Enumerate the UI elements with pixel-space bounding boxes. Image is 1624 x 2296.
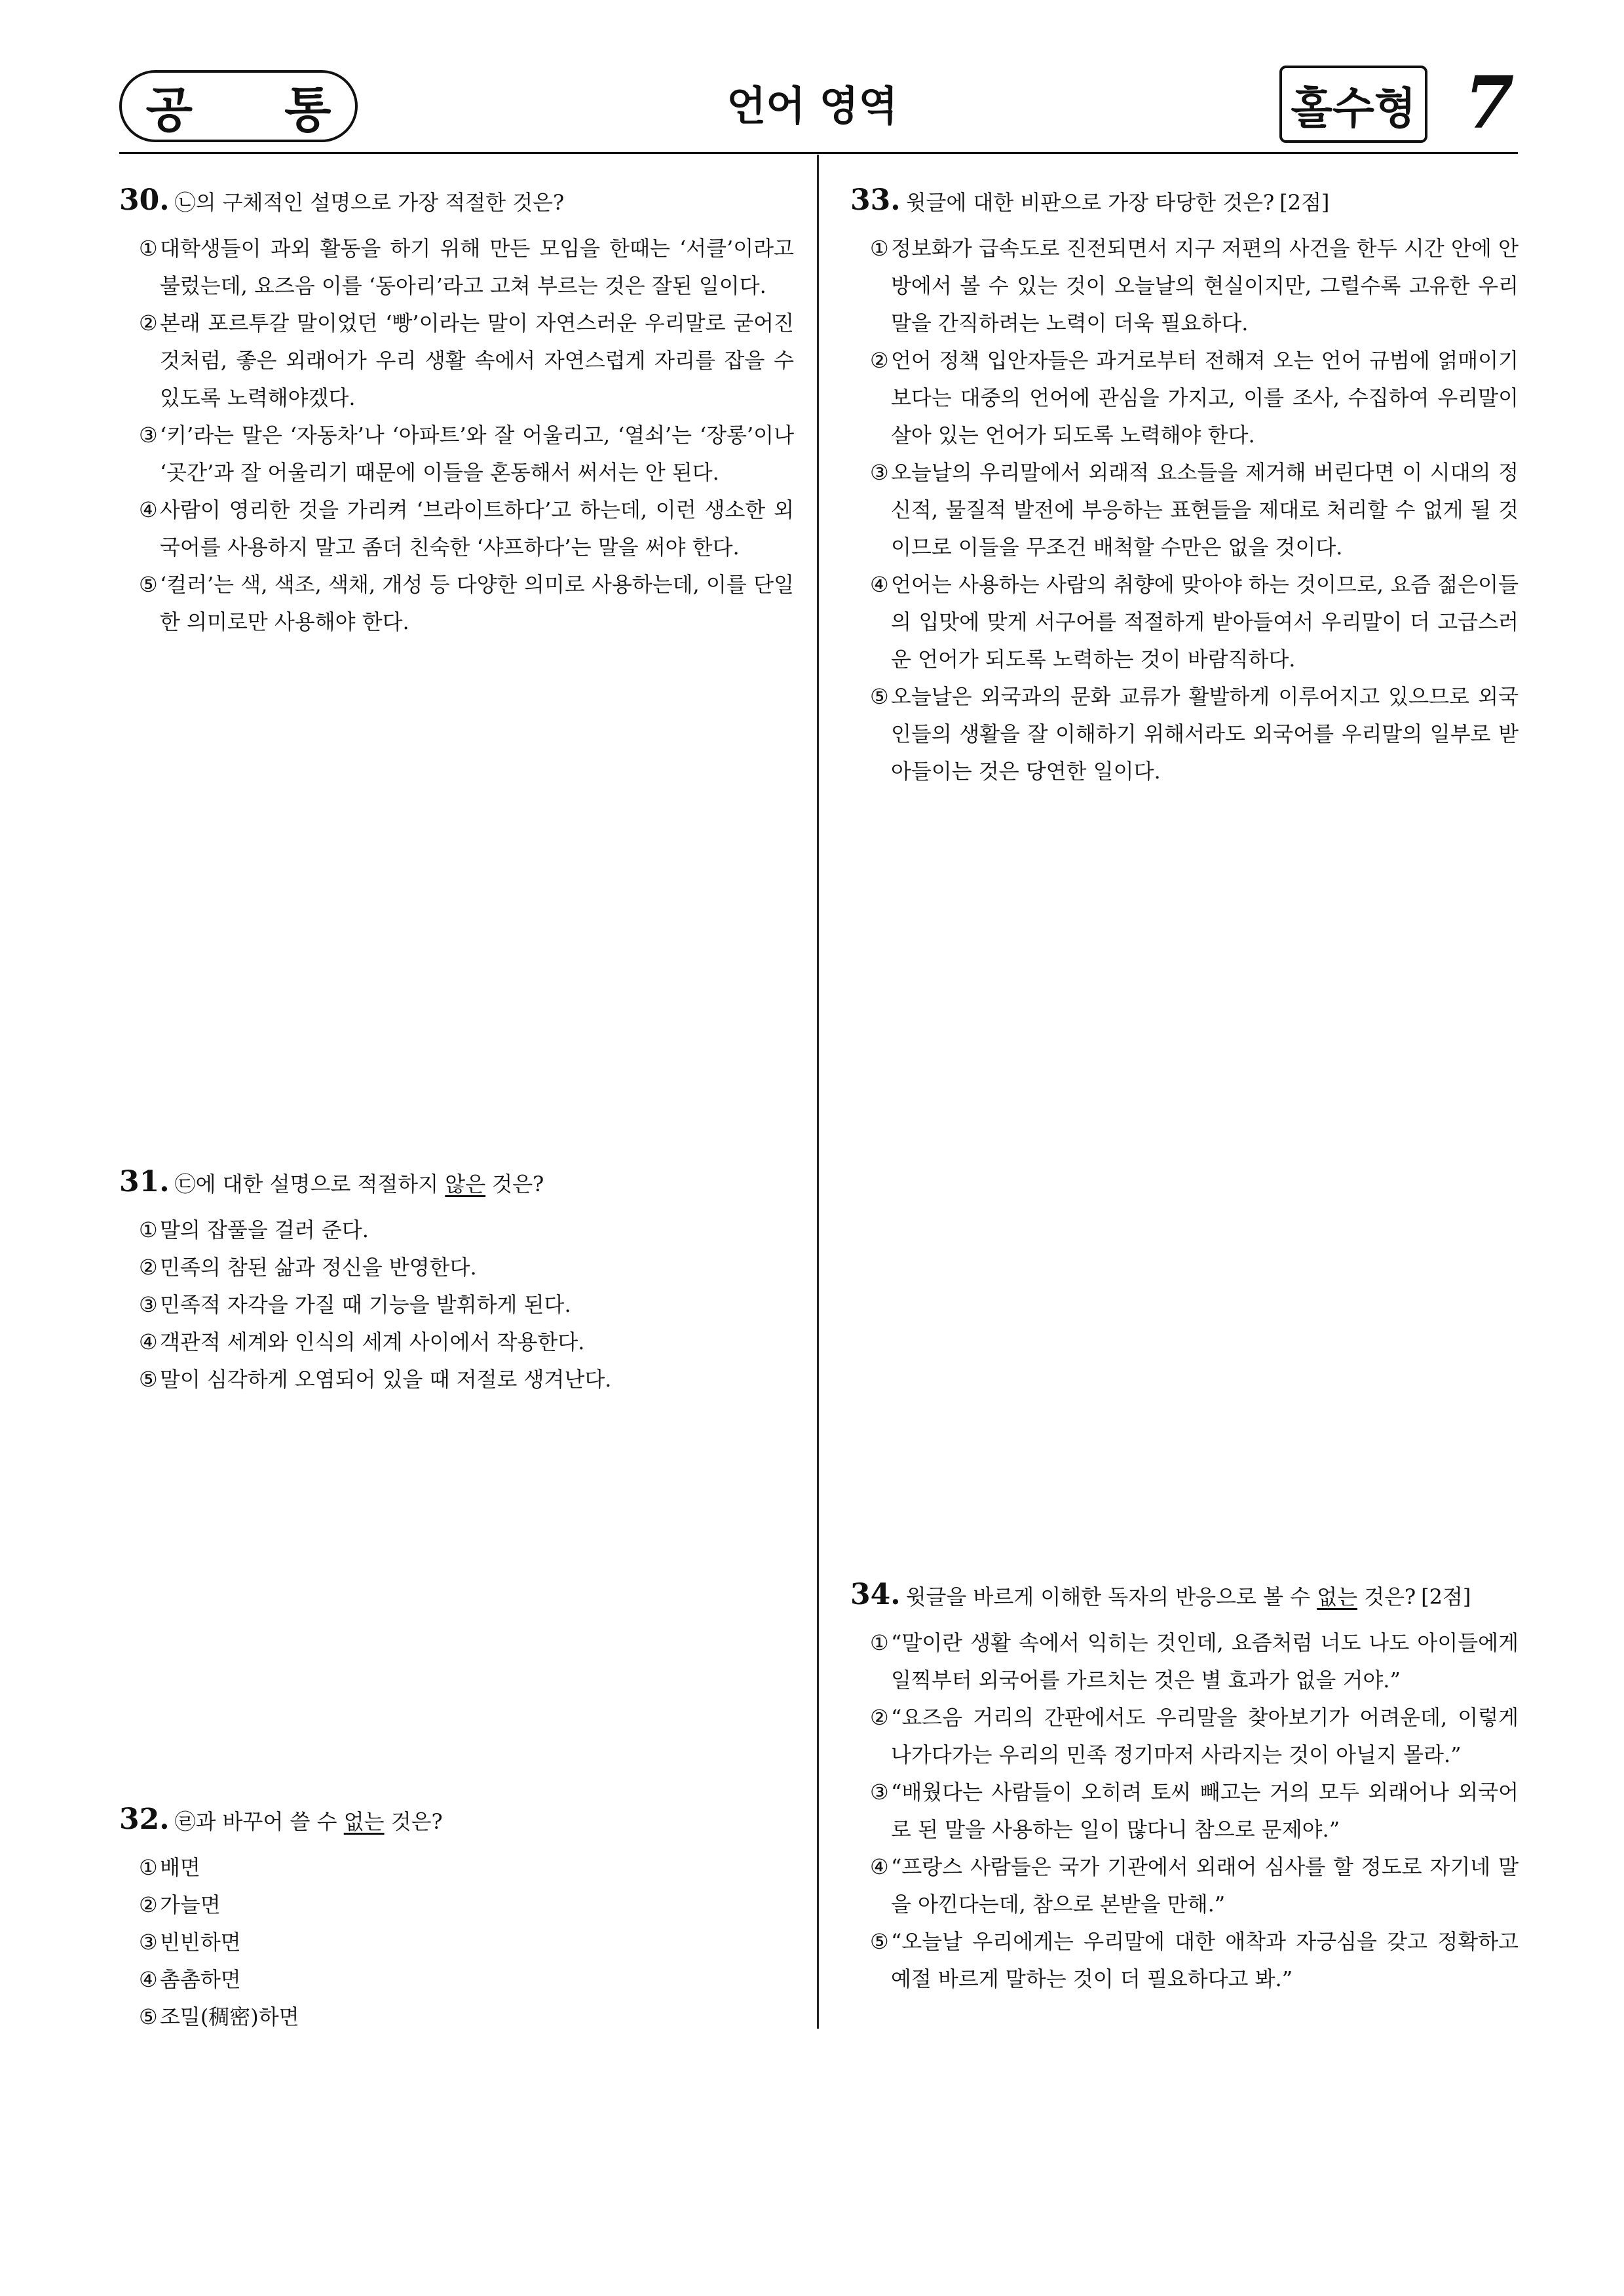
- question-number: 33.: [850, 183, 901, 217]
- option-mark: ③: [870, 1780, 889, 1805]
- header-divider: [119, 152, 1518, 154]
- option-3[interactable]: [119, 417, 794, 491]
- page-title: 언어 영역: [727, 82, 898, 130]
- question-32-head: [119, 1804, 794, 1837]
- option-mark: ④: [870, 572, 889, 597]
- question-prompt: 윗글에 대한 비판으로 가장 타당한 것은?: [905, 190, 1275, 215]
- option-mark: ④: [870, 1854, 889, 1879]
- option-4[interactable]: [850, 1848, 1519, 1923]
- option-text: “요즈음 거리의 간판에서도 우리말을 찾아보기가 어려운데, 이렇게 나가다가는 우리의 민족 정기마저 사라지는 것이 아닐지 몰라.”: [891, 1705, 1519, 1767]
- option-mark: ①: [870, 236, 889, 261]
- option-mark: ③: [139, 423, 158, 448]
- option-mark: ③: [139, 1292, 158, 1317]
- points-label: [2점]: [1421, 1584, 1471, 1609]
- option-2[interactable]: [850, 342, 1519, 454]
- option-text: ‘키’라는 말은 ‘자동차’나 ‘아파트’와 잘 어울리고, ‘열쇠’는 ‘장롱’이나 ‘곳간’과 잘 어울리기 때문에 이들을 혼동해서 써서는 안 된다.: [160, 423, 794, 485]
- option-5[interactable]: [119, 1999, 794, 2036]
- option-text: 말이 심각하게 오염되어 있을 때 저절로 생겨난다.: [160, 1367, 612, 1392]
- option-text: “프랑스 사람들은 국가 기관에서 외래어 심사를 할 정도로 자기네 말을 아낀다는데, 참으로 본받을 만해.”: [891, 1854, 1519, 1917]
- option-text: 사람이 영리한 것을 가리켜 ‘브라이트하다’고 하는데, 이런 생소한 외국어를 사용하지 말고 좀더 친숙한 ‘샤프하다’는 말을 써야 한다.: [160, 497, 794, 560]
- option-3[interactable]: [119, 1286, 794, 1324]
- option-mark: ①: [870, 1630, 889, 1655]
- options-list: [119, 1212, 794, 1398]
- question-number: 32.: [119, 1803, 170, 1836]
- question-33-head: [850, 185, 1519, 218]
- question-30: [119, 185, 794, 641]
- exam-type-box: 홀수형: [1279, 66, 1427, 143]
- option-mark: ⑤: [139, 572, 158, 597]
- option-mark: ②: [870, 1705, 889, 1730]
- option-5[interactable]: [850, 678, 1519, 790]
- option-4[interactable]: [119, 491, 794, 566]
- option-text: 가늘면: [160, 1892, 221, 1917]
- option-4[interactable]: [119, 1324, 794, 1361]
- option-text: 언어 정책 입안자들은 과거로부터 전해져 오는 언어 규범에 얽매이기보다는 대중의 언어에 관심을 가지고, 이를 조사, 수집하여 우리말이 살아 있는 언어가 되도록 노력해야 한다.: [891, 348, 1519, 448]
- question-prompt: 윗글을 바르게 이해한 독자의 반응으로 볼 수: [905, 1584, 1317, 1609]
- page-number: 7: [1464, 60, 1515, 145]
- option-2[interactable]: [119, 1886, 794, 1924]
- question-prompt-end: 것은?: [485, 1172, 544, 1196]
- option-mark: ②: [139, 1892, 158, 1917]
- option-text: 배면: [160, 1855, 200, 1880]
- prompt-emphasis: 없는: [343, 1809, 385, 1834]
- question-34: [850, 1579, 1519, 1998]
- option-2[interactable]: [119, 305, 794, 417]
- option-mark: ①: [139, 1217, 158, 1242]
- options-list: [850, 1624, 1519, 1998]
- option-1[interactable]: [119, 230, 794, 305]
- option-mark: ③: [870, 460, 889, 485]
- option-text: 민족의 참된 삶과 정신을 반영한다.: [160, 1255, 477, 1280]
- option-mark: ⑤: [870, 1929, 889, 1954]
- option-2[interactable]: [119, 1249, 794, 1286]
- option-mark: ⑤: [139, 1367, 158, 1392]
- option-text: 오늘날의 우리말에서 외래적 요소들을 제거해 버린다면 이 시대의 정신적, 물질적 발전에 부응하는 표현들을 제대로 처리할 수 없게 될 것이므로 이들을 무조건 배척할 수만은 없을 것이다.: [891, 460, 1519, 560]
- points-label: [2점]: [1279, 190, 1330, 215]
- option-text: “말이란 생활 속에서 익히는 것인데, 요즘처럼 너도 나도 아이들에게 일찍부터 외국어를 가르치는 것은 별 효과가 없을 거야.”: [891, 1630, 1519, 1693]
- options-list: [119, 1849, 794, 2036]
- option-text: 민족적 자각을 가질 때 기능을 발휘하게 된다.: [160, 1292, 571, 1317]
- question-33: [850, 185, 1519, 790]
- option-mark: ①: [139, 1855, 158, 1880]
- option-1[interactable]: [850, 230, 1519, 342]
- option-5[interactable]: [850, 1923, 1519, 1998]
- option-text: 언어는 사용하는 사람의 취향에 맞아야 하는 것이므로, 요즘 젊은이들의 입맛에 맞게 서구어를 적절하게 받아들여서 우리말이 더 고급스러운 언어가 되도록 노력하는 것이 바람직하다.: [891, 572, 1519, 672]
- section-badge-right: 통: [284, 82, 331, 138]
- option-1[interactable]: [850, 1624, 1519, 1699]
- prompt-emphasis: 없는: [1317, 1584, 1358, 1609]
- option-mark: ②: [870, 348, 889, 373]
- option-text: 촘촘하면: [160, 1967, 241, 1992]
- option-text: 빈빈하면: [160, 1930, 241, 1955]
- option-mark: ②: [139, 311, 158, 335]
- question-number: 31.: [119, 1165, 170, 1198]
- option-2[interactable]: [850, 1699, 1519, 1774]
- option-4[interactable]: [119, 1961, 794, 1999]
- option-text: “배웠다는 사람들이 오히려 토씨 빼고는 거의 모두 외래어나 외국어로 된 말을 사용하는 일이 많다니 참으로 문제야.”: [891, 1780, 1519, 1842]
- option-mark: ④: [139, 1330, 158, 1354]
- options-list: [850, 230, 1519, 790]
- option-3[interactable]: [850, 1774, 1519, 1848]
- option-text: 조밀(稠密)하면: [160, 2004, 299, 2029]
- option-mark: ④: [139, 497, 158, 522]
- question-prompt-end: 것은?: [1357, 1584, 1416, 1609]
- option-1[interactable]: [119, 1212, 794, 1249]
- option-text: 객관적 세계와 인식의 세계 사이에서 작용한다.: [160, 1330, 585, 1354]
- option-text: 정보화가 급속도로 진전되면서 지구 저편의 사건을 한두 시간 안에 안방에서 볼 수 있는 것이 오늘날의 현실이지만, 그럴수록 고유한 우리말을 간직하려는 노력이 더욱 필요하다.: [891, 236, 1519, 335]
- section-badge-left: 공: [145, 82, 193, 138]
- question-prompt: ㉢에 대한 설명으로 적절하지: [174, 1172, 445, 1196]
- options-list: [119, 230, 794, 641]
- option-mark: ③: [139, 1930, 158, 1955]
- question-prompt: ㉡의 구체적인 설명으로 가장 적절한 것은?: [174, 190, 565, 215]
- option-mark: ⑤: [870, 684, 889, 709]
- option-text: “오늘날 우리에게는 우리말에 대한 애착과 자긍심을 갖고 정확하고 예절 바르게 말하는 것이 더 필요하다고 봐.”: [891, 1929, 1519, 1991]
- question-30-head: [119, 185, 794, 218]
- question-31: [119, 1166, 794, 1398]
- option-text: 말의 잡풀을 걸러 준다.: [160, 1217, 369, 1242]
- option-text: 오늘날은 외국과의 문화 교류가 활발하게 이루어지고 있으므로 외국인들의 생활을 잘 이해하기 위해서라도 외국어를 우리말의 일부로 받아들이는 것은 당연한 일이다.: [891, 684, 1519, 784]
- question-number: 34.: [850, 1578, 901, 1611]
- question-prompt: ㉣과 바꾸어 쓸 수: [174, 1809, 344, 1834]
- option-3[interactable]: [119, 1924, 794, 1961]
- option-1[interactable]: [119, 1849, 794, 1886]
- option-3[interactable]: [850, 454, 1519, 566]
- option-mark: ②: [139, 1255, 158, 1280]
- section-badge: [119, 70, 358, 142]
- question-32: [119, 1804, 794, 2036]
- option-mark: ⑤: [139, 2004, 158, 2029]
- question-number: 30.: [119, 183, 170, 217]
- question-34-head: [850, 1579, 1519, 1613]
- option-text: 대학생들이 과외 활동을 하기 위해 만든 모임을 한때는 ‘서클’이라고 불렀는데, 요즈음 이를 ‘동아리’라고 고쳐 부르는 것은 잘된 일이다.: [160, 236, 794, 298]
- question-31-head: [119, 1166, 794, 1200]
- option-text: ‘컬러’는 색, 색조, 색채, 개성 등 다양한 의미로 사용하는데, 이를 단일한 의미로만 사용해야 한다.: [160, 572, 794, 634]
- option-mark: ④: [139, 1967, 158, 1992]
- column-divider: [817, 155, 819, 2029]
- prompt-emphasis: 않은: [445, 1172, 486, 1196]
- question-prompt-end: 것은?: [384, 1809, 443, 1834]
- option-4[interactable]: [850, 566, 1519, 678]
- option-mark: ①: [139, 236, 158, 261]
- option-text: 본래 포르투갈 말이었던 ‘빵’이라는 말이 자연스러운 우리말로 굳어진 것처럼, 좋은 외래어가 우리 생활 속에서 자연스럽게 자리를 잡을 수 있도록 노력해야겠다.: [160, 311, 794, 410]
- option-5[interactable]: [119, 566, 794, 641]
- option-5[interactable]: [119, 1361, 794, 1398]
